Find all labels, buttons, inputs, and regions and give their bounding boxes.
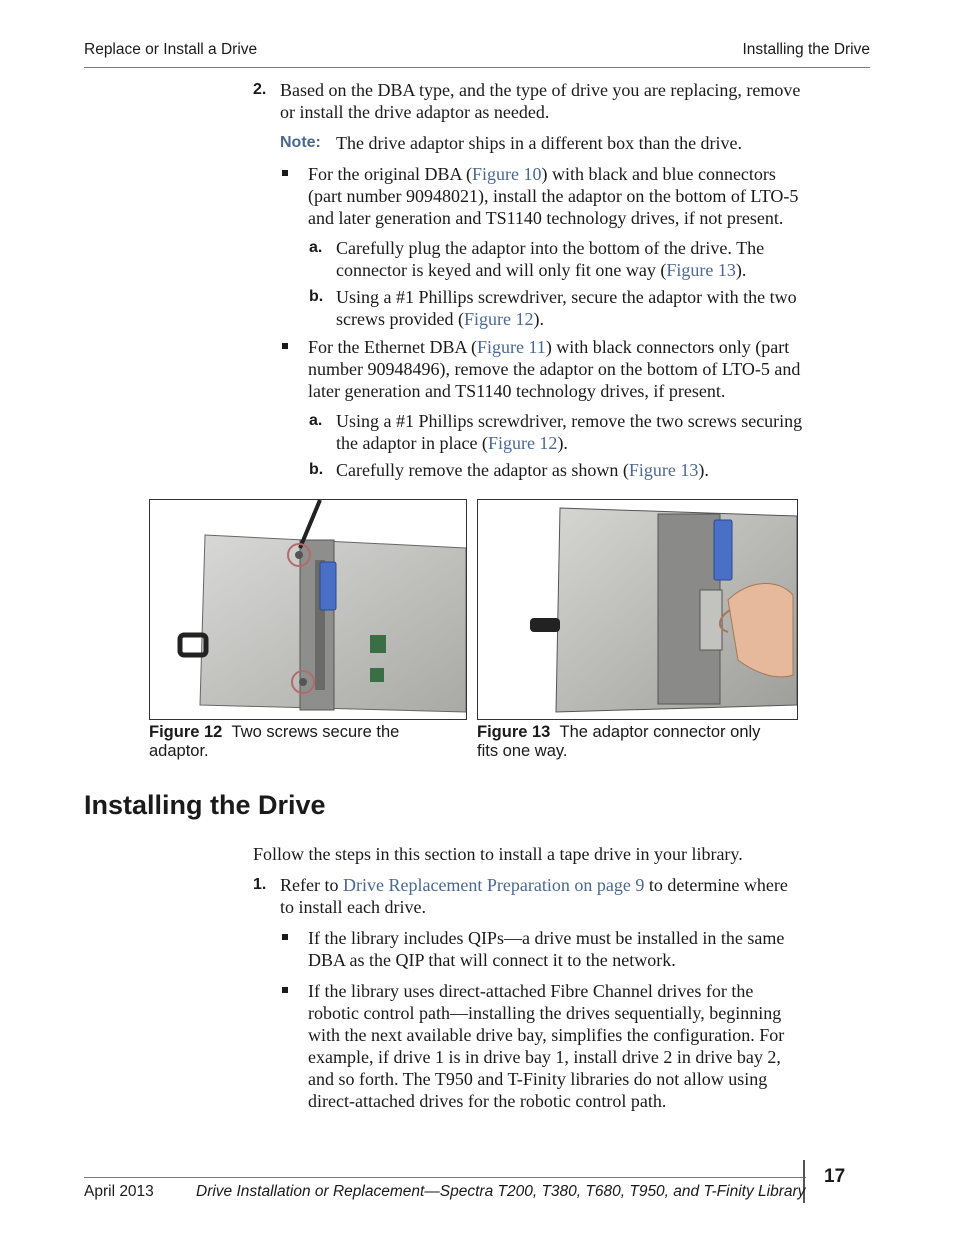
substep-b-label: b. xyxy=(309,461,324,478)
drive-bottom-screws-illustration xyxy=(150,500,466,719)
footer-rule xyxy=(84,1177,806,1178)
section-title: Installing the Drive xyxy=(84,790,326,820)
running-header-left: Replace or Install a Drive xyxy=(84,41,258,58)
section-intro: Follow the steps in this section to install a tape drive in your library. xyxy=(253,844,743,864)
link-figure-12[interactable]: Figure 12 xyxy=(487,433,558,453)
figure-12-caption: Figure 12 Two screws secure the adaptor. xyxy=(149,723,400,760)
note-text: The drive adaptor ships in a different box than the drive. xyxy=(336,133,743,153)
link-drive-replacement-preparation[interactable]: Drive Replacement Preparation on page 9 xyxy=(342,875,645,895)
substep-remove-adaptor: Carefully remove the adaptor as shown (Figure 13). xyxy=(336,460,709,480)
figure-13-label: Figure 13 xyxy=(477,723,551,741)
link-figure-10[interactable]: Figure 10 xyxy=(472,164,542,184)
bullet-marker xyxy=(282,343,288,349)
link-figure-13[interactable]: Figure 13 xyxy=(628,460,699,480)
running-header-right: Installing the Drive xyxy=(742,41,870,58)
substep-plug-adaptor: Carefully plug the adaptor into the bottom of the drive. The connector is keyed and will only fit one way (Figure 13). xyxy=(336,238,765,280)
step-1-text: Refer to Drive Replacement Preparation on page 9 to determine where to install each drive. xyxy=(280,875,788,917)
substep-remove-screws: Using a #1 Phillips screwdriver, remove the two screws securing the adaptor in place (Figure 12). xyxy=(336,411,803,453)
step-1-number: 1. xyxy=(253,876,267,893)
substep-a-label: a. xyxy=(309,239,323,256)
footer-date: April 2013 xyxy=(84,1183,154,1200)
step-2-number: 2. xyxy=(253,81,267,98)
bullet-marker xyxy=(282,170,288,176)
step-2-text: Based on the DBA type, and the type of drive you are replacing, remove or install the drive adaptor as needed. xyxy=(280,80,801,122)
link-figure-13[interactable]: Figure 13 xyxy=(666,260,736,280)
note-label: Note: xyxy=(280,134,321,151)
adaptor-connector-illustration xyxy=(478,500,797,719)
figure-12-label: Figure 12 xyxy=(149,723,223,741)
bullet-marker xyxy=(282,987,288,993)
substep-a-label: a. xyxy=(309,412,323,429)
link-figure-11[interactable]: Figure 11 xyxy=(476,337,546,357)
footer-document-title: Drive Installation or Replacement—Spectra T200, T380, T680, T950, and T-Finity Library xyxy=(196,1183,806,1200)
bullet-qips: If the library includes QIPs—a drive must be installed in the same DBA as the QIP that will connect it to the network. xyxy=(308,928,785,970)
figure-13-caption: Figure 13 The adaptor connector only fits one way. xyxy=(477,723,761,760)
substep-secure-adaptor: Using a #1 Phillips screwdriver, secure the adaptor with the two screws provided (Figure 12). xyxy=(336,287,797,329)
figure-12-photo xyxy=(149,499,467,720)
substep-b-label: b. xyxy=(309,288,324,305)
link-figure-12[interactable]: Figure 12 xyxy=(463,309,534,329)
header-rule xyxy=(84,67,870,68)
bullet-direct-attached: If the library uses direct-attached Fibre Channel drives for the robotic control path—installing the drives sequentially, beginning with the next available drive bay, simplifies the configuration. For example, if drive 1 is in drive bay 1, install drive 2 in drive bay 2, and so forth. The T950 and T-Finity libraries do not allow using direct-attached drives for the robotic control path. xyxy=(308,981,785,1111)
page-number: 17 xyxy=(824,1166,846,1187)
figure-13-photo xyxy=(477,499,798,720)
bullet-ethernet-dba: For the Ethernet DBA (Figure 11) with black connectors only (part number 90948496), remove the adaptor on the bottom of LTO-5 and later generation and TS1140 technology drives, if present. xyxy=(308,337,801,401)
bullet-original-dba: For the original DBA (Figure 10) with black and blue connectors (part number 90948021), install the adaptor on the bottom of LTO-5 and later generation and TS1140 technology drives, if not present. xyxy=(308,164,799,228)
bullet-marker xyxy=(282,934,288,940)
